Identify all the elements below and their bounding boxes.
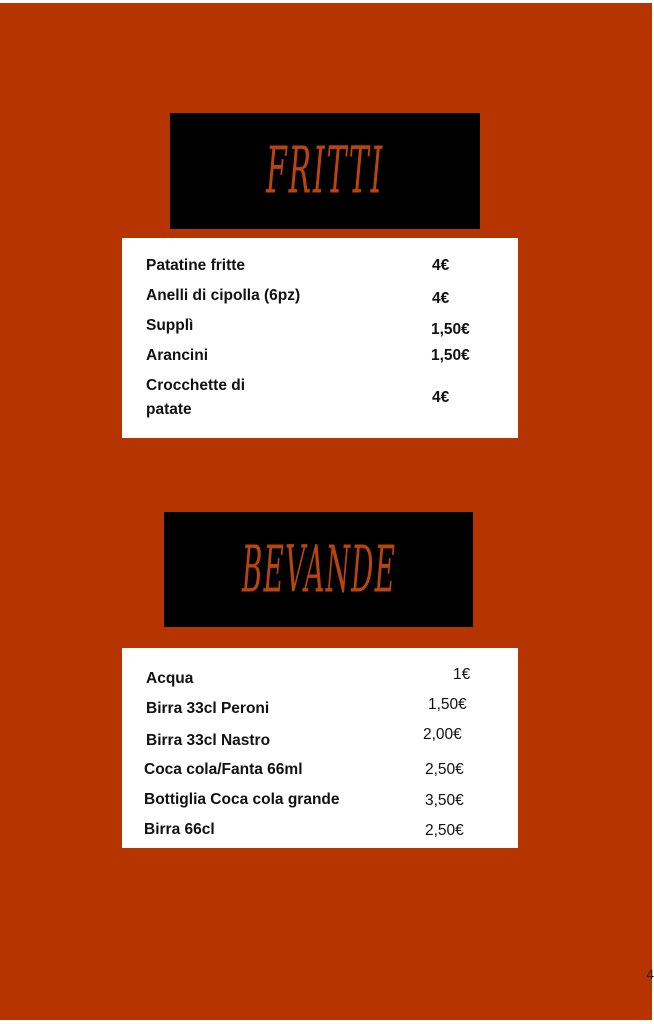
- fritti-title: FRITTI: [266, 133, 384, 209]
- menu-item-price: 4€: [432, 389, 450, 406]
- menu-item-name: Birra 66cl: [144, 821, 215, 838]
- fritti-banner: [170, 113, 480, 229]
- menu-item-name-line2: patate: [146, 401, 192, 418]
- menu-item-name: Crocchette di: [146, 377, 246, 394]
- menu-item-name: Arancini: [146, 347, 209, 364]
- menu-page: [0, 3, 652, 1020]
- menu-item-price: 4€: [432, 290, 450, 307]
- menu-item-name: Anelli di cipolla (6pz): [146, 287, 301, 304]
- menu-item-price: 3,50€: [425, 792, 464, 809]
- menu-item-name: Birra 33cl Peroni: [146, 700, 270, 717]
- menu-item-price: 1€: [453, 666, 471, 683]
- menu-item-price: 2,00€: [423, 726, 462, 743]
- page-number: 4: [646, 966, 654, 982]
- menu-item-price: 1,50€: [431, 347, 470, 364]
- menu-item-name: Birra 33cl Nastro: [146, 732, 271, 749]
- menu-item-price: 4€: [432, 257, 450, 274]
- menu-item-price: 2,50€: [425, 822, 464, 839]
- bevande-title: BEVANDE: [241, 531, 396, 608]
- menu-item-name: Patatine fritte: [146, 257, 246, 274]
- bevande-menu-card: [122, 648, 518, 848]
- menu-item-price: 2,50€: [425, 761, 464, 778]
- fritti-menu-card: [122, 238, 518, 438]
- menu-item-name: Coca cola/Fanta 66ml: [144, 761, 303, 778]
- menu-item-name: Supplì: [146, 317, 194, 334]
- menu-item-price: 1,50€: [431, 321, 470, 338]
- menu-item-name: Acqua: [146, 670, 194, 687]
- menu-item-name: Bottiglia Coca cola grande: [144, 791, 340, 808]
- bevande-banner: [164, 512, 473, 627]
- menu-item-price: 1,50€: [428, 696, 467, 713]
